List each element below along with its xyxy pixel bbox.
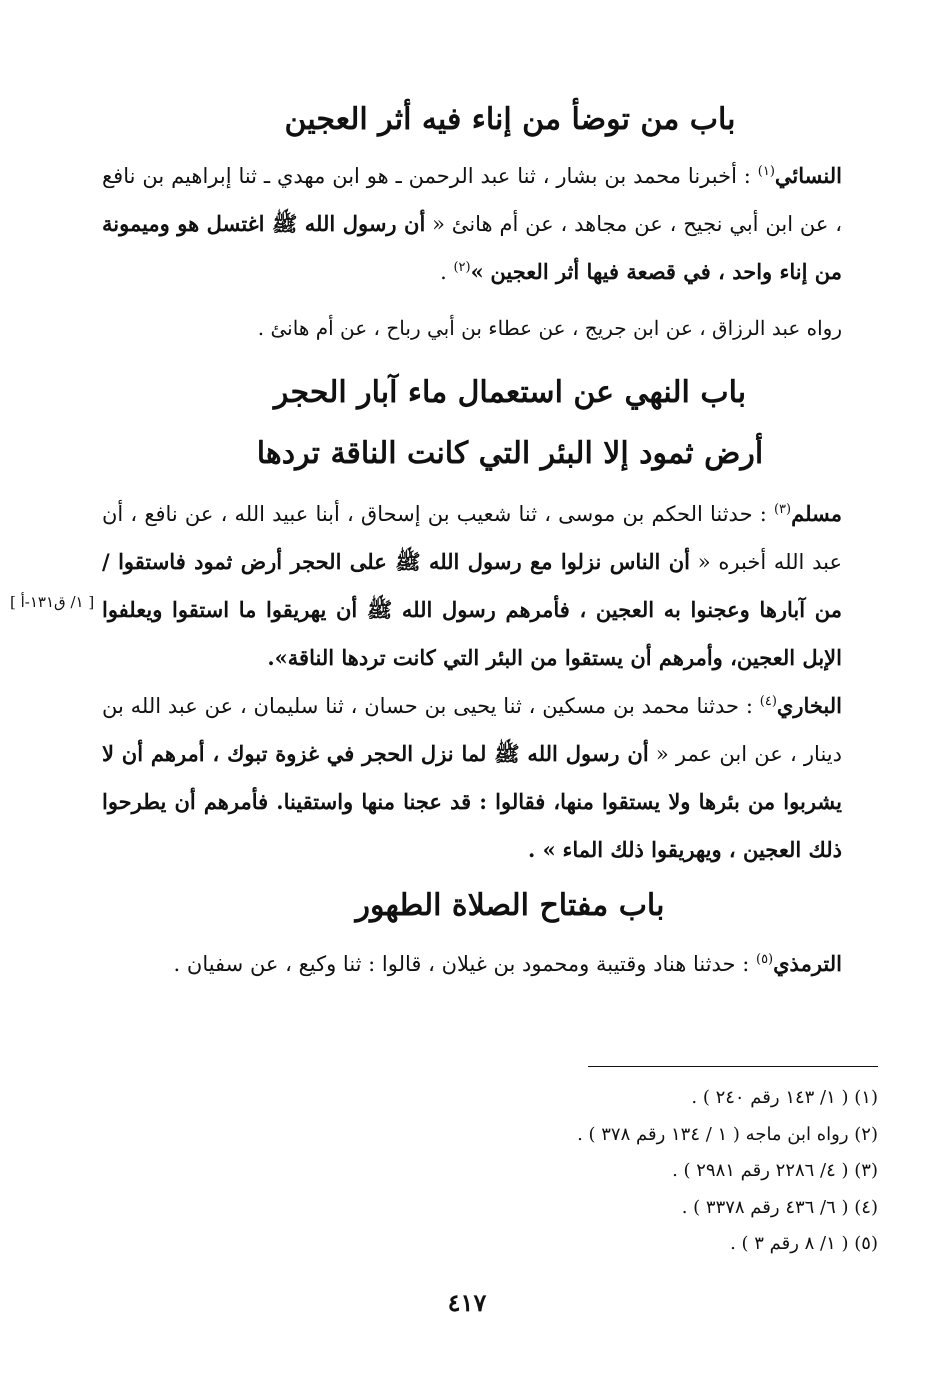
page-number: ٤١٧ <box>447 1288 487 1317</box>
paragraph-bukhari <box>102 682 842 874</box>
footnote-2: (٢) رواه ابن ماجه ( ١ / ١٣٤ رقم ٣٧٨ ) . <box>577 1123 878 1145</box>
footnote-1: (١) ( ١/ ١٤٣ رقم ٢٤٠ ) . <box>691 1087 878 1108</box>
manuscript-folio-marker: [ ١/ ق١٣١-أ ] <box>10 593 95 611</box>
paragraph-nasai <box>102 152 842 296</box>
footnote-4: (٤) ( ٦/ ٤٣٦ رقم ٣٣٧٨ ) . <box>681 1196 878 1218</box>
paragraph-abdurrazzaq: رواه عبد الرزاق ، عن ابن جريج ، عن عطاء بن أبي رباح ، عن أم هانئ . <box>257 316 842 340</box>
footnote-ref-2: (٢) <box>453 260 471 275</box>
footnote-3: (٣) ( ٤/ ٢٢٨٦ رقم ٢٩٨١ ) . <box>672 1160 878 1181</box>
section-heading-hijr-wells: باب النهي عن استعمال ماء آبار الحجر <box>273 375 747 410</box>
hadith-text: أن الناس نزلوا مع رسول الله ﷺ على الحجر أرض ثمود فاستقوا / من آبارها وعجنوا به العجين ، فأمرهم رسول الله ﷺ أن يهريقوا ما استقوا ويعلفوا الإبل العجين، وأمرهم أن يستقوا من البئر التي كانت تردها الناقة <box>102 549 842 670</box>
footnote-divider <box>588 1066 878 1067</box>
narrator-nasai: النسائي <box>774 163 842 188</box>
quote-close: ». <box>267 645 288 670</box>
isnad-chain: : حدثنا محمد بن مسكين ، ثنا يحيى بن حسان ، ثنا سليمان ، عن عبد الله بن دينار ، عن ابن عمر « <box>102 694 842 766</box>
section-subheading-thamud: أرض ثمود إلا البئر التي كانت الناقة تردها <box>256 436 764 471</box>
footnote-ref-3: (٣) <box>773 502 792 517</box>
narrator-tirmidhi: الترمذي <box>773 951 842 976</box>
isnad-chain: : حدثنا هناد وقتيبة ومحمود بن غيلان ، قالوا : ثنا وكيع ، عن سفيان . <box>173 952 750 976</box>
footnote-ref-5: (٥) <box>755 952 774 967</box>
isnad-chain: : حدثنا الحكم بن موسى ، ثنا شعيب بن إسحاق ، أبنا عبيد الله ، عن نافع ، أن عبد الله أخبره « <box>102 502 843 574</box>
quote-close: » . <box>528 837 556 862</box>
paragraph-tirmidhi <box>102 940 842 988</box>
quote-close: » <box>470 259 484 284</box>
hadith-text: أن رسول الله ﷺ لما نزل الحجر في غزوة تبوك ، أمرهم أن لا يشربوا من بئرها ولا يستقوا منها، فقالوا : قد عجنا منها واستقينا. فأمرهم أن يطرحوا ذلك العجين ، ويهريقوا ذلك الماء <box>102 741 842 862</box>
hadith-text: أن رسول الله ﷺ اغتسل هو وميمونة من إناء واحد ، في قصعة فيها أثر العجين <box>102 211 842 284</box>
isnad-chain: : أخبرنا محمد بن بشار ، ثنا عبد الرحمن ـ هو ابن مهدي ـ ثنا إبراهيم بن نافع ، عن ابن أبي نجيح ، عن مجاهد ، عن أم هانئ « <box>102 164 842 236</box>
footnotes <box>318 1080 878 1263</box>
sentence-end: . <box>440 260 447 284</box>
section-heading-key-of-prayer: باب مفتاح الصلاة الطهور <box>355 888 665 923</box>
section-heading-dough-vessel: باب من توضأ من إناء فيه أثر العجين <box>284 102 736 137</box>
paragraph-muslim <box>102 490 842 682</box>
footnote-ref-1: (١) <box>757 164 775 179</box>
footnote-ref-4: (٤) <box>759 694 777 709</box>
footnote-5: (٥) ( ١/ ٨ رقم ٣ ) . <box>730 1233 878 1254</box>
narrator-bukhari: البخاري <box>776 693 842 718</box>
narrator-muslim: مسلم <box>791 501 843 526</box>
